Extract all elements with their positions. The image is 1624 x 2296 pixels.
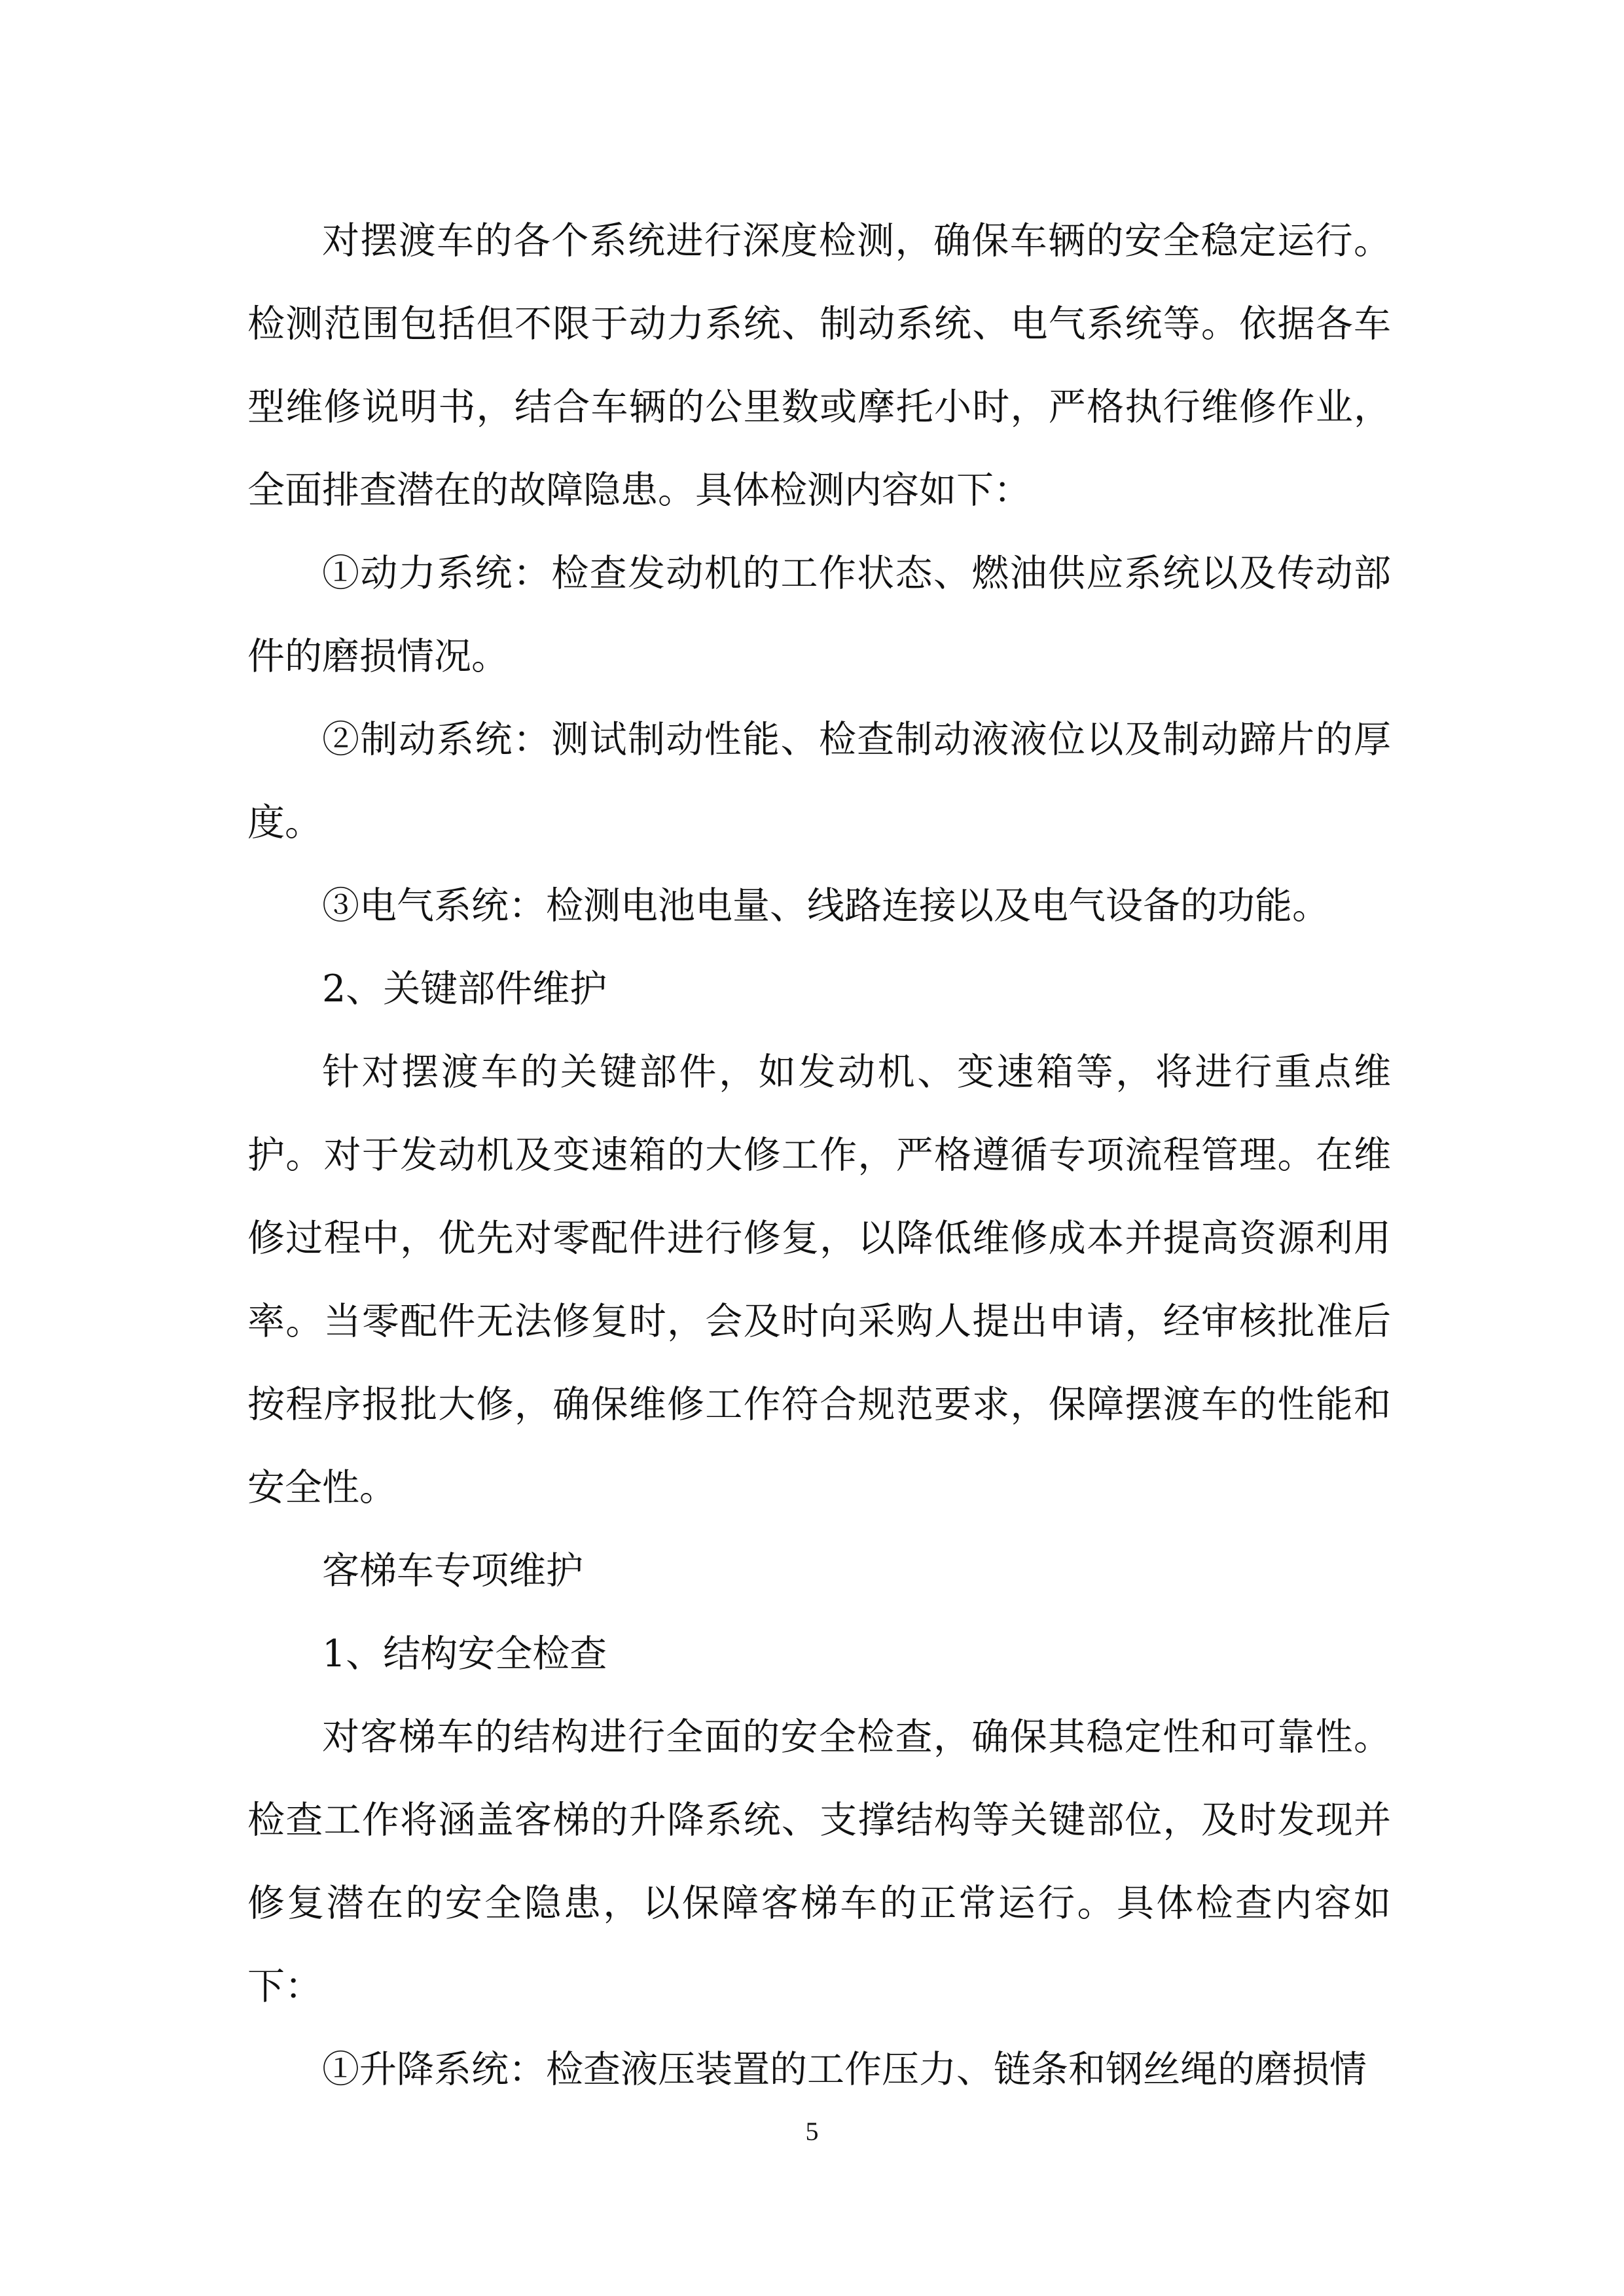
paragraph-power-system: ①动力系统：检查发动机的工作状态、燃油供应系统以及传动部件的磨损情况。 xyxy=(247,552,1391,678)
heading-key-parts-maintenance: 2、关键部件维护 xyxy=(322,967,607,1011)
paragraph-lifting-system: ①升降系统：检查液压装置的工作压力、链条和钢丝绳的磨损情 xyxy=(322,2048,1367,2091)
document-body xyxy=(247,200,1391,2111)
heading-stair-truck-maintenance: 客梯车专项维护 xyxy=(322,1549,583,1592)
heading-structure-safety-check: 1、结构安全检查 xyxy=(322,1632,607,1676)
paragraph-key-parts-detail: 针对摆渡车的关键部件，如发动机、变速箱等，将进行重点维护。对于发动机及变速箱的大修工作，严格遵循专项流程管理。在维修过程中，优先对零配件进行修复，以降低维修成本并提高资源利用率。当零配件无法修复时，会及时向采购人提出申请，经审核批准后按程序报批大修，确保维修工作符合规范要求，保障摆渡车的性能和安全性。 xyxy=(247,1050,1391,1509)
paragraph-electrical-system: ③电气系统：检测电池电量、线路连接以及电气设备的功能。 xyxy=(322,884,1329,927)
paragraph-ferry-inspection-intro: 对摆渡车的各个系统进行深度检测，确保车辆的安全稳定运行。检测范围包括但不限于动力系统、制动系统、电气系统等。依据各车型维修说明书，结合车辆的公里数或摩托小时，严格执行维修作业，全面排查潜在的故障隐患。具体检测内容如下： xyxy=(247,219,1391,512)
paragraph-brake-system: ②制动系统：测试制动性能、检查制动液液位以及制动蹄片的厚度。 xyxy=(247,718,1391,844)
page-number: 5 xyxy=(805,2117,819,2146)
paragraph-structure-check-intro: 对客梯车的结构进行全面的安全检查，确保其稳定性和可靠性。检查工作将涵盖客梯的升降系统、支撑结构等关键部位，及时发现并修复潜在的安全隐患，以保障客梯车的正常运行。具体检查内容如下： xyxy=(247,1715,1391,2008)
